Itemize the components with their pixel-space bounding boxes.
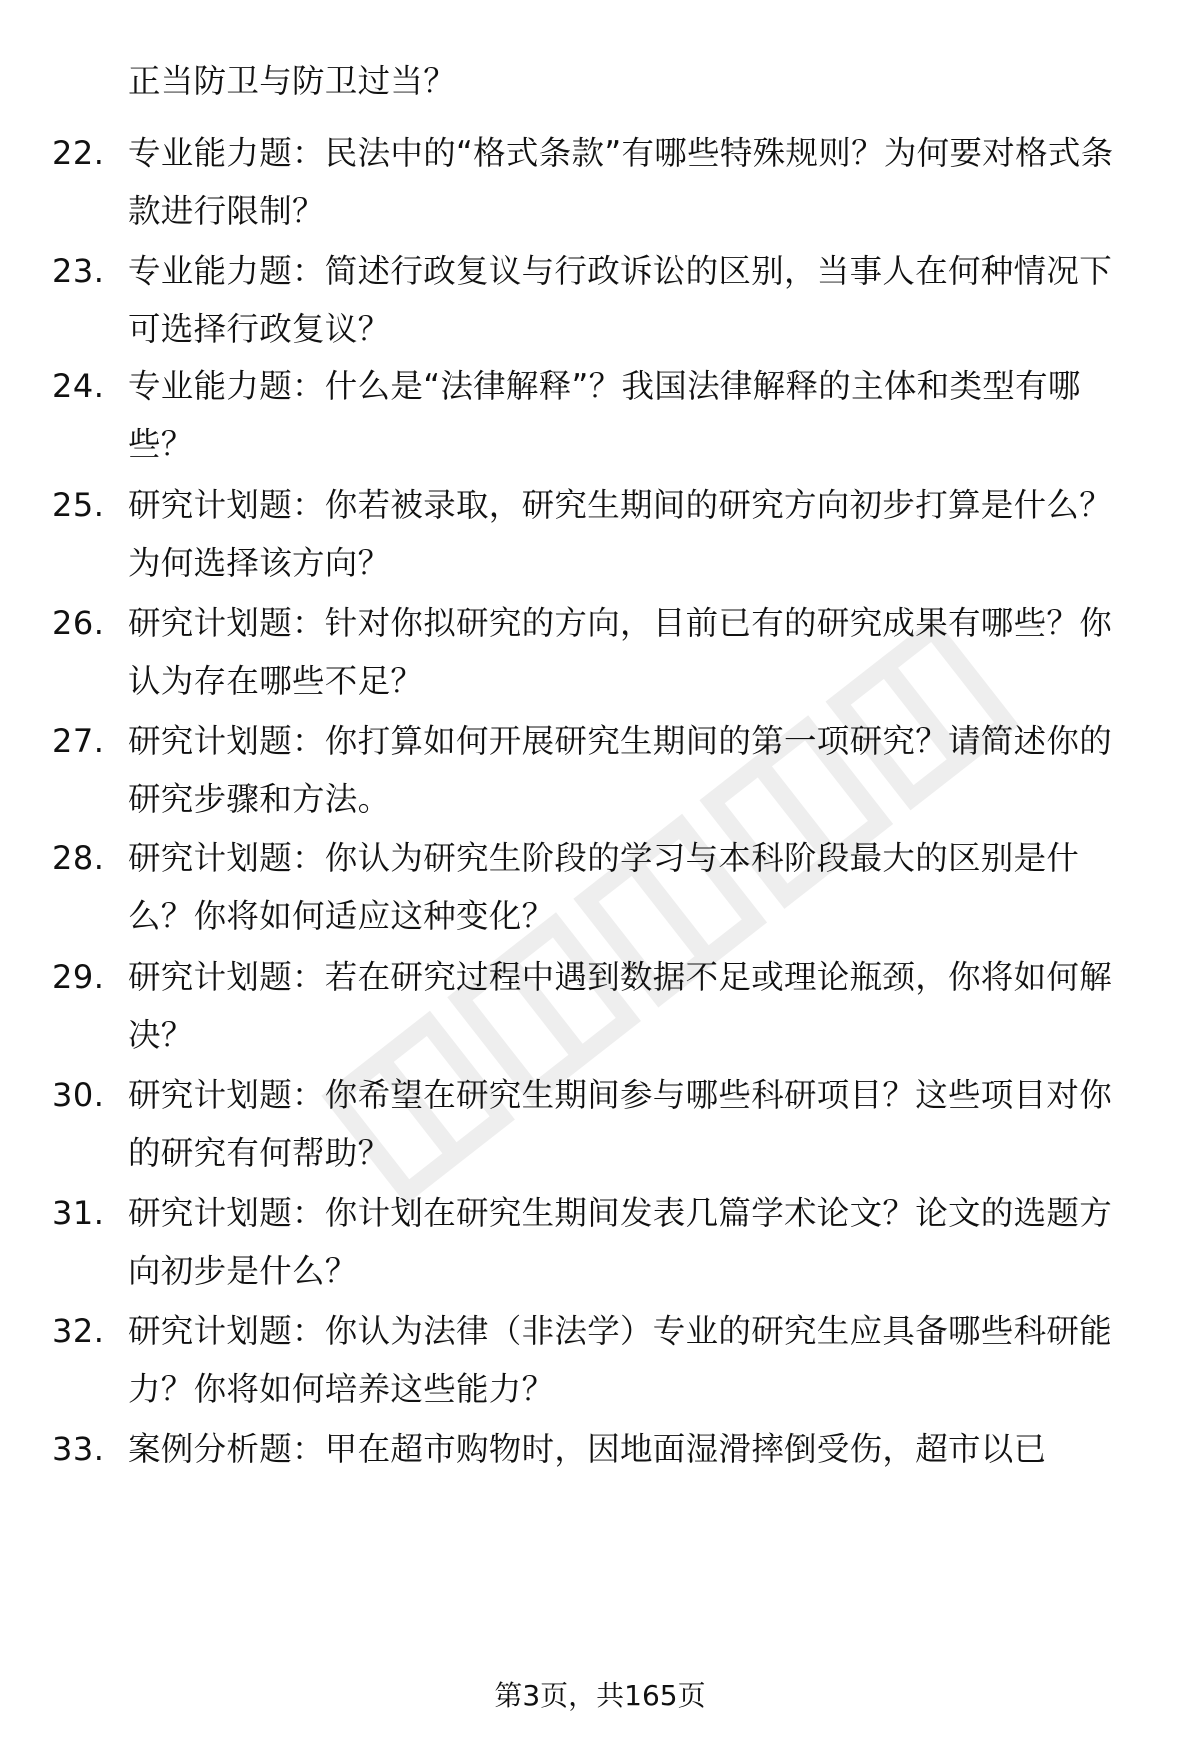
question-text: 案例分析题：甲在超市购物时，因地面湿滑摔倒受伤，超市以已	[128, 1430, 1047, 1468]
question-text: 专业能力题：简述行政复议与行政诉讼的区别，当事人在何种情况下可选择行政复议？	[128, 252, 1113, 348]
question-text: 专业能力题：什么是“法律解释”？我国法律解释的主体和类型有哪些？	[128, 367, 1081, 463]
question-number: 26.	[52, 604, 105, 642]
question-text: 研究计划题：针对你拟研究的方向，目前已有的研究成果有哪些？你认为存在哪些不足？	[128, 604, 1113, 700]
question-number: 27.	[52, 722, 105, 760]
question-number: 31.	[52, 1194, 105, 1232]
question-number: 29.	[52, 958, 105, 996]
question-text: 研究计划题：你认为法律（非法学）专业的研究生应具备哪些科研能力？你将如何培养这些能力？	[128, 1312, 1113, 1408]
question-text: 研究计划题：你认为研究生阶段的学习与本科阶段最大的区别是什么？你将如何适应这种变化？	[128, 839, 1080, 935]
question-text: 研究计划题：你计划在研究生期间发表几篇学术论文？论文的选题方向初步是什么？	[128, 1194, 1113, 1290]
question-number: 33.	[52, 1430, 105, 1468]
question-text: 专业能力题：民法中的“格式条款”有哪些特殊规则？为何要对格式条款进行限制？	[128, 134, 1114, 230]
question-text: 研究计划题：你打算如何开展研究生期间的第一项研究？请简述你的研究步骤和方法。	[128, 722, 1113, 818]
question-number: 32.	[52, 1312, 105, 1350]
question-number: 23.	[52, 252, 105, 290]
question-text: 研究计划题：你希望在研究生期间参与哪些科研项目？这些项目对你的研究有何帮助？	[128, 1076, 1113, 1172]
question-text: 正当防卫与防卫过当？	[128, 62, 457, 100]
question-text: 研究计划题：你若被录取，研究生期间的研究方向初步打算是什么？为何选择该方向？	[128, 486, 1113, 582]
page-footer: 第3页，共165页	[494, 1679, 706, 1712]
question-number: 25.	[52, 486, 105, 524]
question-number: 28.	[52, 839, 105, 877]
question-number: 22.	[52, 134, 105, 172]
question-number: 24.	[52, 367, 105, 405]
question-number: 30.	[52, 1076, 105, 1114]
question-text: 研究计划题：若在研究过程中遇到数据不足或理论瓶颈，你将如何解决？	[128, 958, 1113, 1054]
